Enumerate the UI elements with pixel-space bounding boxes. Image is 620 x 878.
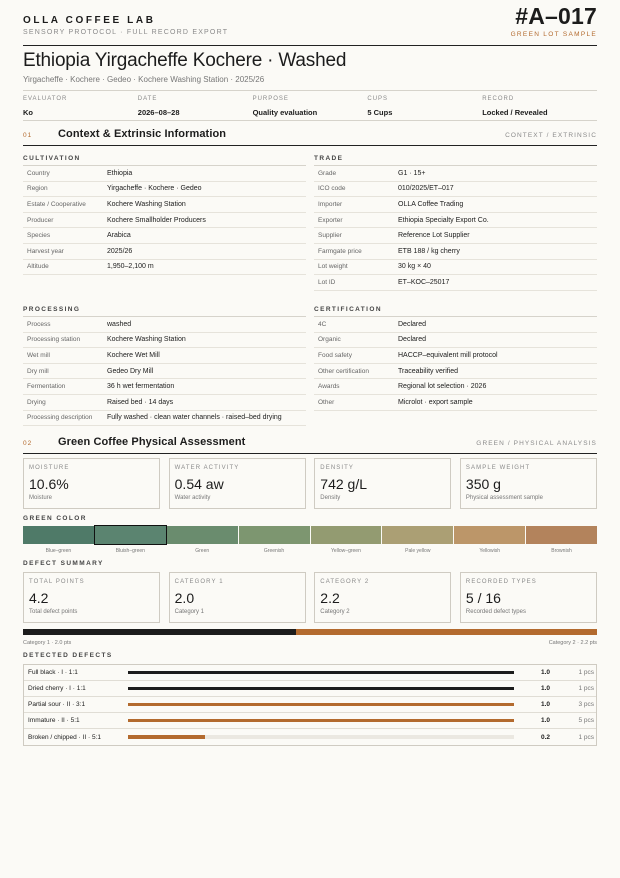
defect-name: Partial sour · II · 3:1 bbox=[28, 701, 86, 708]
color-swatch bbox=[454, 526, 525, 554]
physical-cards bbox=[23, 458, 597, 509]
field-value: Kochere Wet Mill bbox=[107, 351, 160, 359]
defect-name: Immature · II · 5:1 bbox=[28, 717, 80, 724]
certification-row bbox=[314, 333, 597, 349]
trade-row bbox=[314, 197, 597, 213]
meta-purpose bbox=[253, 91, 368, 120]
defect-bar bbox=[128, 703, 514, 707]
certification-row bbox=[314, 317, 597, 333]
section-tag: CONTEXT / EXTRINSIC bbox=[505, 132, 597, 139]
field-label: Farmgate price bbox=[318, 247, 362, 255]
meta-evaluator bbox=[23, 91, 138, 120]
record-header bbox=[23, 3, 597, 46]
field-value: Raised bed · 14 days bbox=[107, 398, 174, 406]
field-label: Species bbox=[27, 232, 51, 240]
card-value: 10.6% bbox=[29, 476, 69, 492]
swatch-label: Brownish bbox=[551, 548, 572, 554]
processing-group bbox=[23, 306, 306, 426]
field-value: Declared bbox=[398, 336, 427, 344]
record-tag: GREEN LOT SAMPLE bbox=[510, 31, 597, 38]
trade-row bbox=[314, 260, 597, 276]
defect-count: 1 pcs bbox=[578, 685, 594, 692]
density-card bbox=[314, 458, 451, 509]
swatch-label: Blue–green bbox=[45, 548, 72, 554]
meta-label: CUPS bbox=[367, 96, 389, 102]
color-swatch bbox=[382, 526, 453, 554]
processing-row bbox=[23, 348, 306, 364]
meta-record bbox=[482, 91, 597, 120]
processing-row bbox=[23, 411, 306, 427]
color-swatch bbox=[311, 526, 382, 554]
field-label: Grade bbox=[318, 169, 337, 177]
field-value: 2025/26 bbox=[107, 247, 133, 255]
meta-label: RECORD bbox=[482, 96, 515, 102]
card-value: 350 g bbox=[465, 476, 501, 492]
field-value: Kochere Smallholder Producers bbox=[107, 216, 206, 224]
field-label: Food safety bbox=[318, 351, 352, 359]
section-context-header bbox=[23, 127, 597, 146]
field-label: Producer bbox=[27, 216, 54, 224]
defect-count: 1 pcs bbox=[578, 733, 594, 741]
meta-value: Ko bbox=[23, 108, 33, 117]
meta-label: PURPOSE bbox=[252, 96, 289, 102]
defect-value: 1.0 bbox=[540, 717, 550, 724]
green-color-title: GREEN COLOR bbox=[23, 515, 87, 522]
trade-row bbox=[314, 228, 597, 244]
sample-weight-card bbox=[460, 458, 597, 509]
field-label: Harvest year bbox=[27, 247, 64, 255]
trade-row bbox=[314, 244, 597, 260]
meta-bar bbox=[23, 90, 597, 121]
color-swatch bbox=[23, 526, 94, 554]
field-label: Supplier bbox=[318, 232, 342, 240]
swatch-fill bbox=[23, 526, 94, 544]
meta-value: 2026–08–28 bbox=[137, 108, 180, 117]
certification-row bbox=[314, 395, 597, 411]
group-title: CERTIFICATION bbox=[314, 306, 597, 317]
processing-row bbox=[23, 333, 306, 349]
meta-value: Quality evaluation bbox=[252, 108, 318, 117]
certification-group bbox=[314, 306, 597, 411]
card-sub: Total defect points bbox=[29, 609, 78, 615]
swatch-label: Pale yellow bbox=[405, 548, 431, 554]
certification-row bbox=[314, 348, 597, 364]
brand-subtitle: SENSORY PROTOCOL · FULL RECORD EXPORT bbox=[23, 29, 229, 36]
swatch-fill bbox=[239, 526, 310, 544]
field-value: Traceability verified bbox=[398, 367, 459, 375]
field-label: 4C bbox=[318, 320, 327, 328]
water-activity-card bbox=[169, 458, 306, 509]
card-sub: Category 2 bbox=[320, 609, 350, 615]
defect-bar bbox=[128, 687, 514, 691]
defect-value: 1.0 bbox=[540, 685, 550, 692]
card-value: 742 g/L bbox=[320, 476, 367, 492]
field-label: Lot weight bbox=[318, 263, 348, 271]
field-label: Dry mill bbox=[27, 367, 49, 375]
swatch-label: Yellowish bbox=[479, 548, 501, 554]
color-swatch bbox=[239, 526, 310, 554]
card-value: 0.54 aw bbox=[174, 476, 224, 492]
swatch-label: Green bbox=[195, 548, 210, 554]
swatch-fill bbox=[311, 526, 382, 544]
field-label: Wet mill bbox=[27, 351, 50, 359]
section-physical-header bbox=[23, 435, 597, 454]
field-value: Arabica bbox=[107, 232, 131, 240]
section-number: 01 bbox=[23, 132, 33, 139]
meta-value: 5 Cups bbox=[367, 108, 393, 117]
defect-summary-title: DEFECT SUMMARY bbox=[23, 560, 104, 567]
field-value: ETB 188 / kg cherry bbox=[398, 247, 460, 255]
field-value: HACCP–equivalent mill protocol bbox=[398, 351, 498, 359]
field-value: Gedeo Dry Mill bbox=[107, 367, 154, 375]
card-sub: Water activity bbox=[174, 495, 211, 501]
defect-bar bbox=[128, 671, 514, 675]
cultivation-row bbox=[23, 244, 306, 260]
card-sub: Recorded defect types bbox=[465, 609, 526, 615]
recorded-types-card bbox=[460, 572, 597, 623]
swatch-fill bbox=[454, 526, 525, 544]
swatch-label: Bluish–green bbox=[115, 548, 145, 554]
meta-cups bbox=[367, 91, 482, 120]
total-points-card bbox=[23, 572, 160, 623]
meta-label: EVALUATOR bbox=[23, 96, 68, 102]
record-page bbox=[23, 0, 597, 878]
color-swatch bbox=[526, 526, 597, 554]
card-value: 2.2 bbox=[320, 590, 340, 606]
section-number: 02 bbox=[23, 440, 33, 447]
category1-bar bbox=[23, 629, 296, 635]
field-value: Kochere Washing Station bbox=[107, 200, 186, 208]
meta-value: Locked / Revealed bbox=[482, 108, 548, 117]
field-label: Fermentation bbox=[27, 383, 66, 391]
defect-count: 3 pcs bbox=[578, 701, 594, 708]
field-value: OLLA Coffee Trading bbox=[398, 200, 464, 208]
defect-row bbox=[24, 713, 596, 729]
processing-row bbox=[23, 395, 306, 411]
defect-bar bbox=[128, 719, 514, 723]
defect-value: 0.2 bbox=[540, 733, 550, 741]
defect-row bbox=[24, 665, 596, 681]
field-label: Organic bbox=[318, 336, 341, 344]
card-value: 2.0 bbox=[174, 590, 195, 606]
defect-row bbox=[24, 729, 596, 745]
cultivation-row bbox=[23, 228, 306, 244]
field-label: ICO code bbox=[318, 185, 346, 193]
swatch-fill bbox=[382, 526, 453, 544]
field-label: Importer bbox=[318, 200, 343, 208]
coffee-title: Ethiopia Yirgacheffe Kochere · Washed bbox=[23, 50, 347, 71]
card-label: CATEGORY 2 bbox=[320, 579, 370, 585]
category1-card bbox=[169, 572, 306, 623]
meta-date bbox=[138, 91, 253, 120]
trade-row bbox=[314, 166, 597, 182]
section-tag: GREEN / PHYSICAL ANALYSIS bbox=[476, 440, 597, 447]
field-value: 30 kg × 40 bbox=[398, 263, 431, 271]
section-title: Green Coffee Physical Assessment bbox=[58, 436, 246, 448]
section-title: Context & Extrinsic Information bbox=[58, 128, 227, 140]
field-label: Processing description bbox=[27, 414, 93, 422]
cultivation-row bbox=[23, 213, 306, 229]
card-label: MOISTURE bbox=[29, 465, 70, 471]
field-value: Yirgacheffe · Kochere · Gedeo bbox=[107, 185, 202, 193]
color-swatch bbox=[95, 526, 166, 554]
card-sub: Physical assessment sample bbox=[465, 495, 543, 501]
group-title: PROCESSING bbox=[23, 306, 306, 317]
defect-bar-track bbox=[128, 703, 514, 707]
defect-name: Dried cherry · I · 1:1 bbox=[28, 685, 86, 692]
swatch-fill bbox=[95, 526, 166, 544]
defect-bar-track bbox=[128, 719, 514, 723]
card-label: CATEGORY 1 bbox=[174, 579, 224, 585]
field-label: Country bbox=[27, 169, 50, 177]
field-label: Other bbox=[318, 398, 335, 406]
field-label: Awards bbox=[318, 383, 340, 391]
defect-name: Full black · I · 1:1 bbox=[28, 669, 78, 676]
field-label: Altitude bbox=[27, 263, 49, 271]
field-value: Declared bbox=[398, 320, 427, 328]
certification-row bbox=[314, 364, 597, 380]
field-label: Estate / Cooperative bbox=[27, 200, 86, 208]
card-label: SAMPLE WEIGHT bbox=[465, 465, 531, 471]
field-value: washed bbox=[107, 320, 132, 328]
field-value: 36 h wet fermentation bbox=[107, 383, 175, 391]
swatch-fill bbox=[526, 526, 597, 544]
field-label: Lot ID bbox=[318, 278, 336, 286]
card-label: RECORDED TYPES bbox=[465, 579, 537, 585]
field-label: Processing station bbox=[27, 336, 81, 344]
category1-label: Category 1 · 2.0 pts bbox=[23, 640, 72, 646]
card-value: 5 / 16 bbox=[465, 590, 501, 606]
swatch-fill bbox=[167, 526, 238, 544]
field-value: Reference Lot Supplier bbox=[398, 232, 470, 240]
card-label: WATER ACTIVITY bbox=[174, 465, 240, 471]
processing-row bbox=[23, 379, 306, 395]
card-sub: Moisture bbox=[29, 495, 53, 501]
field-value: 1,950–2,100 m bbox=[107, 263, 154, 271]
meta-label: DATE bbox=[137, 96, 158, 102]
field-value: Kochere Washing Station bbox=[107, 336, 186, 344]
processing-row bbox=[23, 317, 306, 333]
detected-defects-title: DETECTED DEFECTS bbox=[23, 652, 113, 659]
cultivation-row bbox=[23, 197, 306, 213]
defect-row bbox=[24, 681, 596, 697]
defect-count: 1 pcs bbox=[578, 669, 594, 676]
defect-name: Broken / chipped · II · 5:1 bbox=[28, 733, 101, 741]
card-label: TOTAL POINTS bbox=[29, 579, 85, 585]
field-label: Other certification bbox=[318, 367, 369, 375]
field-value: Fully washed · clean water channels · raised–bed drying bbox=[107, 414, 282, 422]
defect-bar-track bbox=[128, 735, 514, 739]
trade-row bbox=[314, 275, 597, 291]
field-value: Ethiopia Specialty Export Co. bbox=[398, 216, 489, 224]
cultivation-row bbox=[23, 182, 306, 198]
moisture-card bbox=[23, 458, 160, 509]
field-label: Exporter bbox=[318, 216, 343, 224]
field-value: Ethiopia bbox=[107, 169, 133, 177]
defect-bar-track bbox=[128, 687, 514, 691]
swatch-label: Greenish bbox=[263, 548, 285, 554]
field-value: 010/2025/ET–017 bbox=[398, 185, 454, 193]
trade-row bbox=[314, 182, 597, 198]
card-value: 4.2 bbox=[29, 590, 49, 606]
category2-label: Category 2 · 2.2 pts bbox=[548, 640, 597, 646]
defect-value: 1.0 bbox=[540, 669, 550, 676]
defect-bar bbox=[128, 735, 205, 739]
card-sub: Density bbox=[320, 495, 341, 501]
defect-summary-cards bbox=[23, 572, 597, 623]
category2-bar bbox=[296, 629, 597, 635]
field-value: Microlot · export sample bbox=[398, 398, 473, 406]
cultivation-group bbox=[23, 155, 306, 275]
card-sub: Category 1 bbox=[174, 609, 204, 615]
brand-name: OLLA COFFEE LAB bbox=[23, 15, 156, 26]
group-title: CULTIVATION bbox=[23, 155, 306, 166]
record-id: #A–017 bbox=[515, 3, 597, 29]
coffee-subtitle: Yirgacheffe · Kochere · Gedeo · Kochere Washing Station · 2025/26 bbox=[23, 75, 265, 84]
category-split-bar bbox=[23, 629, 597, 635]
field-label: Region bbox=[27, 185, 48, 193]
cultivation-row bbox=[23, 166, 306, 182]
field-label: Drying bbox=[27, 398, 46, 406]
green-color-scale bbox=[23, 526, 597, 554]
color-swatch bbox=[167, 526, 238, 554]
detected-defects-table bbox=[23, 664, 597, 746]
processing-row bbox=[23, 364, 306, 380]
certification-row bbox=[314, 379, 597, 395]
field-value: Regional lot selection · 2026 bbox=[398, 383, 487, 391]
group-title: TRADE bbox=[314, 155, 597, 166]
defect-row bbox=[24, 697, 596, 713]
defect-bar-track bbox=[128, 671, 514, 675]
field-value: G1 · 15+ bbox=[398, 169, 426, 177]
defect-value: 1.0 bbox=[540, 701, 550, 708]
card-label: DENSITY bbox=[320, 465, 354, 471]
field-value: ET–KOC–25017 bbox=[398, 278, 450, 286]
trade-group bbox=[314, 155, 597, 291]
defect-count: 5 pcs bbox=[578, 717, 594, 724]
trade-row bbox=[314, 213, 597, 229]
cultivation-row bbox=[23, 260, 306, 276]
category2-card bbox=[314, 572, 451, 623]
field-label: Process bbox=[27, 320, 51, 328]
swatch-label: Yellow–green bbox=[331, 548, 361, 554]
